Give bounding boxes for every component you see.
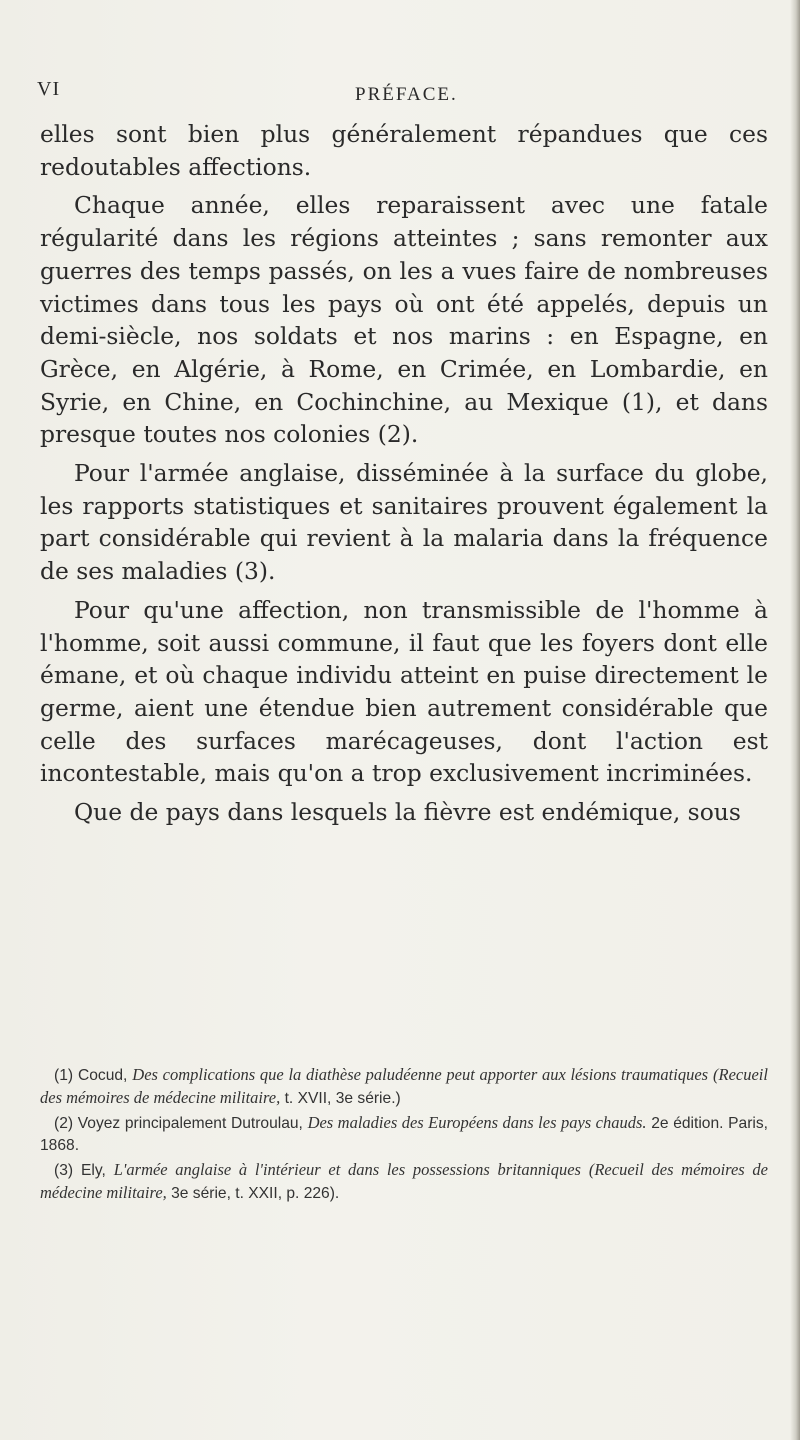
footnote-marker: (2) xyxy=(54,1115,74,1132)
page-header xyxy=(0,78,800,108)
footnote-title: L'armée anglaise à l'intérieur et dans les possessions britanniques xyxy=(113,1160,581,1179)
footnote-author: Voyez principalement Dutroulau, xyxy=(77,1115,303,1132)
footnote-marker: (3) xyxy=(54,1162,74,1179)
running-title: PRÉFACE. xyxy=(355,84,458,105)
paragraph: elles sont bien plus généralement répandues que ces redoutables affections. xyxy=(40,120,768,181)
page-edge-shadow xyxy=(790,0,800,1440)
paragraph: Que de pays dans lesquels la fièvre est endémique, sous xyxy=(74,798,741,827)
footnote-details: t. XVII, 3e série.) xyxy=(284,1090,401,1107)
footnote-title: Des maladies des Européens dans les pays chauds. xyxy=(307,1113,647,1132)
footnote-details: 3e série, t. XXII, p. 226). xyxy=(171,1185,340,1202)
paragraph: Pour l'armée anglaise, disséminée à la surface du globe, les rapports statistiques et sanitaires prouvent également la part considérable qui revient à la malaria dans la fréquence de ses maladies (3). xyxy=(40,459,768,586)
body-text xyxy=(40,118,768,829)
footnote xyxy=(40,1159,768,1205)
footnote xyxy=(40,1064,768,1110)
footnote-source: (Recueil des mémoires de médecine militaire, xyxy=(40,1160,768,1202)
footnote xyxy=(40,1112,768,1157)
paragraph: Pour qu'une affection, non transmissible de l'homme à l'homme, soit aussi commune, il faut que les foyers dont elle émane, et où chaque individu atteint en puise directement le germe, aient une étendue bien autrement considérable que celle des surfaces marécageuses, dont l'action est incontestable, mais qu'on a trop exclusivement incriminées. xyxy=(40,595,768,788)
footnote-source: (Recueil des mémoires de médecine militaire, xyxy=(40,1065,768,1107)
footnotes xyxy=(40,1064,768,1207)
footnote-author: Ely, xyxy=(80,1162,106,1179)
page-number: VI xyxy=(37,78,61,100)
paragraph: Chaque année, elles reparaissent avec une fatale régularité dans les régions atteintes ; sans remonter aux guerres des temps passés, on les a vues faire de nombreuses victimes dans tous les pays où ont été appelés, depuis un demi-siècle, nos soldats et nos marins : en Espagne, en Grèce, en Algérie, à Rome, en Crimée, en Lombardie, en Syrie, en Chine, en Cochinchine, au Mexique (1), et dans presque toutes nos colonies (2). xyxy=(40,191,768,449)
footnote-details: 2e édition. Paris, 1868. xyxy=(40,1115,768,1154)
footnote-title: Des complications que la diathèse paludéenne peut apporter aux lésions traumatiques xyxy=(132,1065,709,1084)
footnote-author: Cocud, xyxy=(77,1067,128,1084)
footnote-marker: (1) xyxy=(54,1067,74,1084)
